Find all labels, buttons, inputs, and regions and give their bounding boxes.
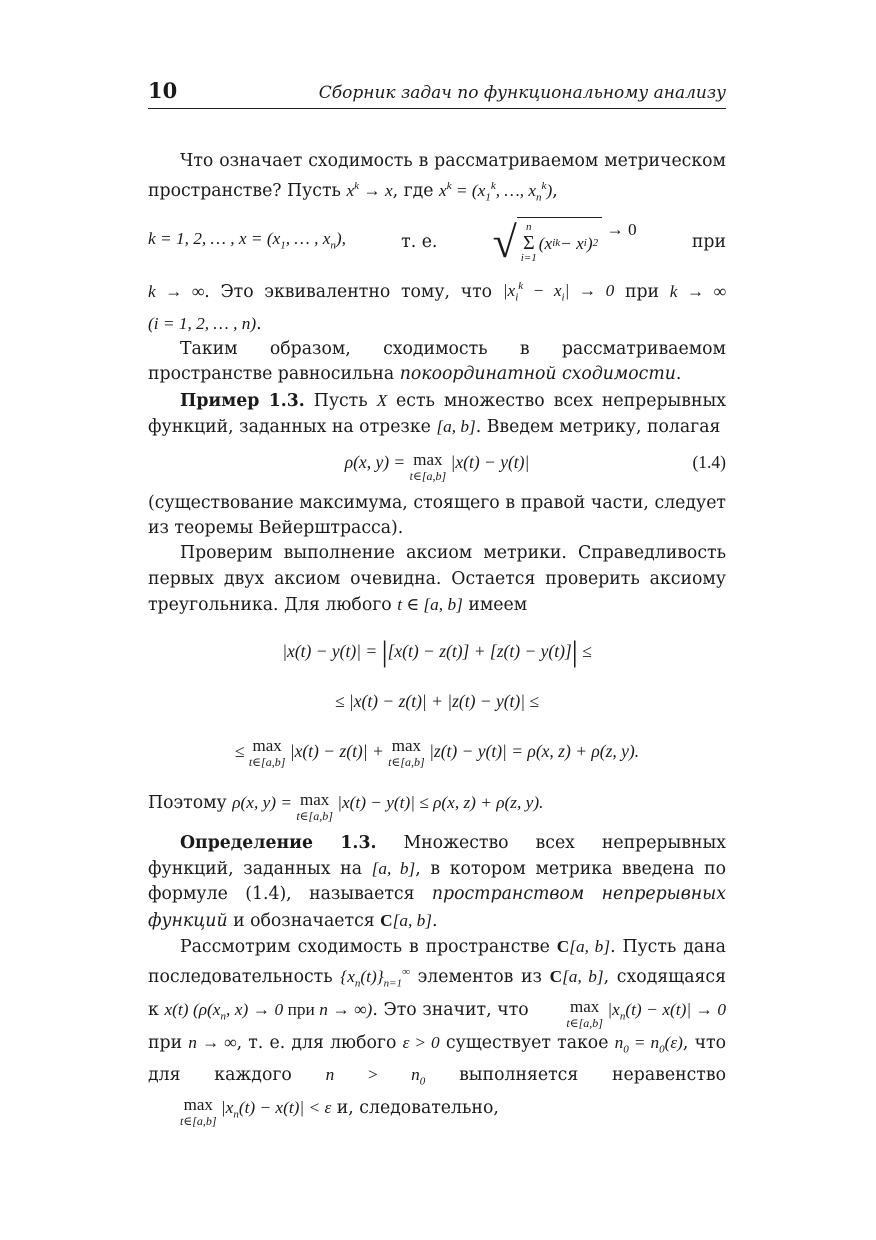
paragraph-therefore: Поэтому ρ(x, y) = max t∈[a,b] |x(t) − y(t)| ≤ ρ(x, z) + ρ(z, y). [148, 790, 544, 824]
derivation-line-2: ≤ |x(t) − z(t)| + |z(t) − y(t)| ≤ [334, 691, 540, 712]
derivation-line-1: |x(t) − y(t)| = |[x(t) − z(t)] + [z(t) − y(t)]| ≤ [282, 635, 592, 669]
paragraph-convergence-cont: k → ∞. Это эквивалентно тому, что $|x_i^k - x_i| \to 0$ при k → ∞ (i = 1, 2, … , n). [148, 280, 727, 335]
derivation-line-3: ≤ max t∈[a,b] |x(t) − z(t)| + max t∈[a,b] |z(t) − y(t)| = ρ(x, z) + ρ(z, y). [234, 736, 640, 770]
triangle-inequality-derivation [148, 636, 726, 786]
equation-number: (1.4) [692, 452, 726, 473]
paragraph-axioms: Проверим выполнение аксиом метрики. Справедливость первых двух аксиом очевидна. Остается проверить аксиому треугольника. Для любого t ∈ [a, b] имеем [148, 543, 726, 615]
equation-1-4: ρ(x, y) = max t∈[a,b] |x(t) − y(t)| (1.4) [344, 450, 726, 484]
paragraph-coordinatewise: Таким образом, сходимость в рассматриваемом пространстве равносильна покоординатной сходимости. [148, 339, 726, 385]
page-header [148, 78, 726, 109]
running-title: Сборник задач по функциональному анализу [318, 83, 726, 103]
definition-1-3: Определение 1.3. Множество всех непрерывных функций, заданных на [a, b], в котором метрика введена по формуле (1.4), называется пространством непрерывных функций и обозначается C[a, b]. [148, 833, 727, 931]
page-number: 10 [148, 78, 178, 103]
paragraph-convergence-in-c: Рассмотрим сходимость в пространстве C[a, b]. Пусть дана последовательность $\{x_n(t)\}_{n=1}^\infty$ элементов из C[a, b], сходящаяся к x(t) ($\rho(x_n$, x) → 0 при n → ∞). Это значит, что max t∈[a,b] $|x_n(t) - x(t)| \to 0$ при n → ∞, т. е. для любого ε > 0 существует такое $n_0 = n_0(\varepsilon)$, что для каждого $n > n_0$ выполняется неравенство max t∈[a,b] $|x_n(t) - x(t)| < \varepsilon$ и, следовательно, [148, 936, 727, 1128]
body-text [148, 149, 726, 1128]
sqrt-formula-line: k = 1, 2, … , $x = (x_1$, … , $x_n$), т. е. √ n Σ i=1 (x i k − x i ) 2 → 0 при [148, 217, 726, 267]
paragraph-convergence: Что означает сходимость в рассматриваемом метрическом пространстве? Пусть $x^k \to x$, где $x^k = (x_1^k$, …, $x_n^k$), [148, 151, 726, 204]
paragraph-weierstrass: (существование максимума, стоящего в правой части, следует из теоремы Вейерштрасса). [148, 493, 726, 539]
page [148, 78, 726, 1128]
example-1-3: Пример 1.3. Пусть X есть множество всех непрерывных функций, заданных на отрезке [a, b]. Введем метрику, полагая [148, 390, 727, 437]
